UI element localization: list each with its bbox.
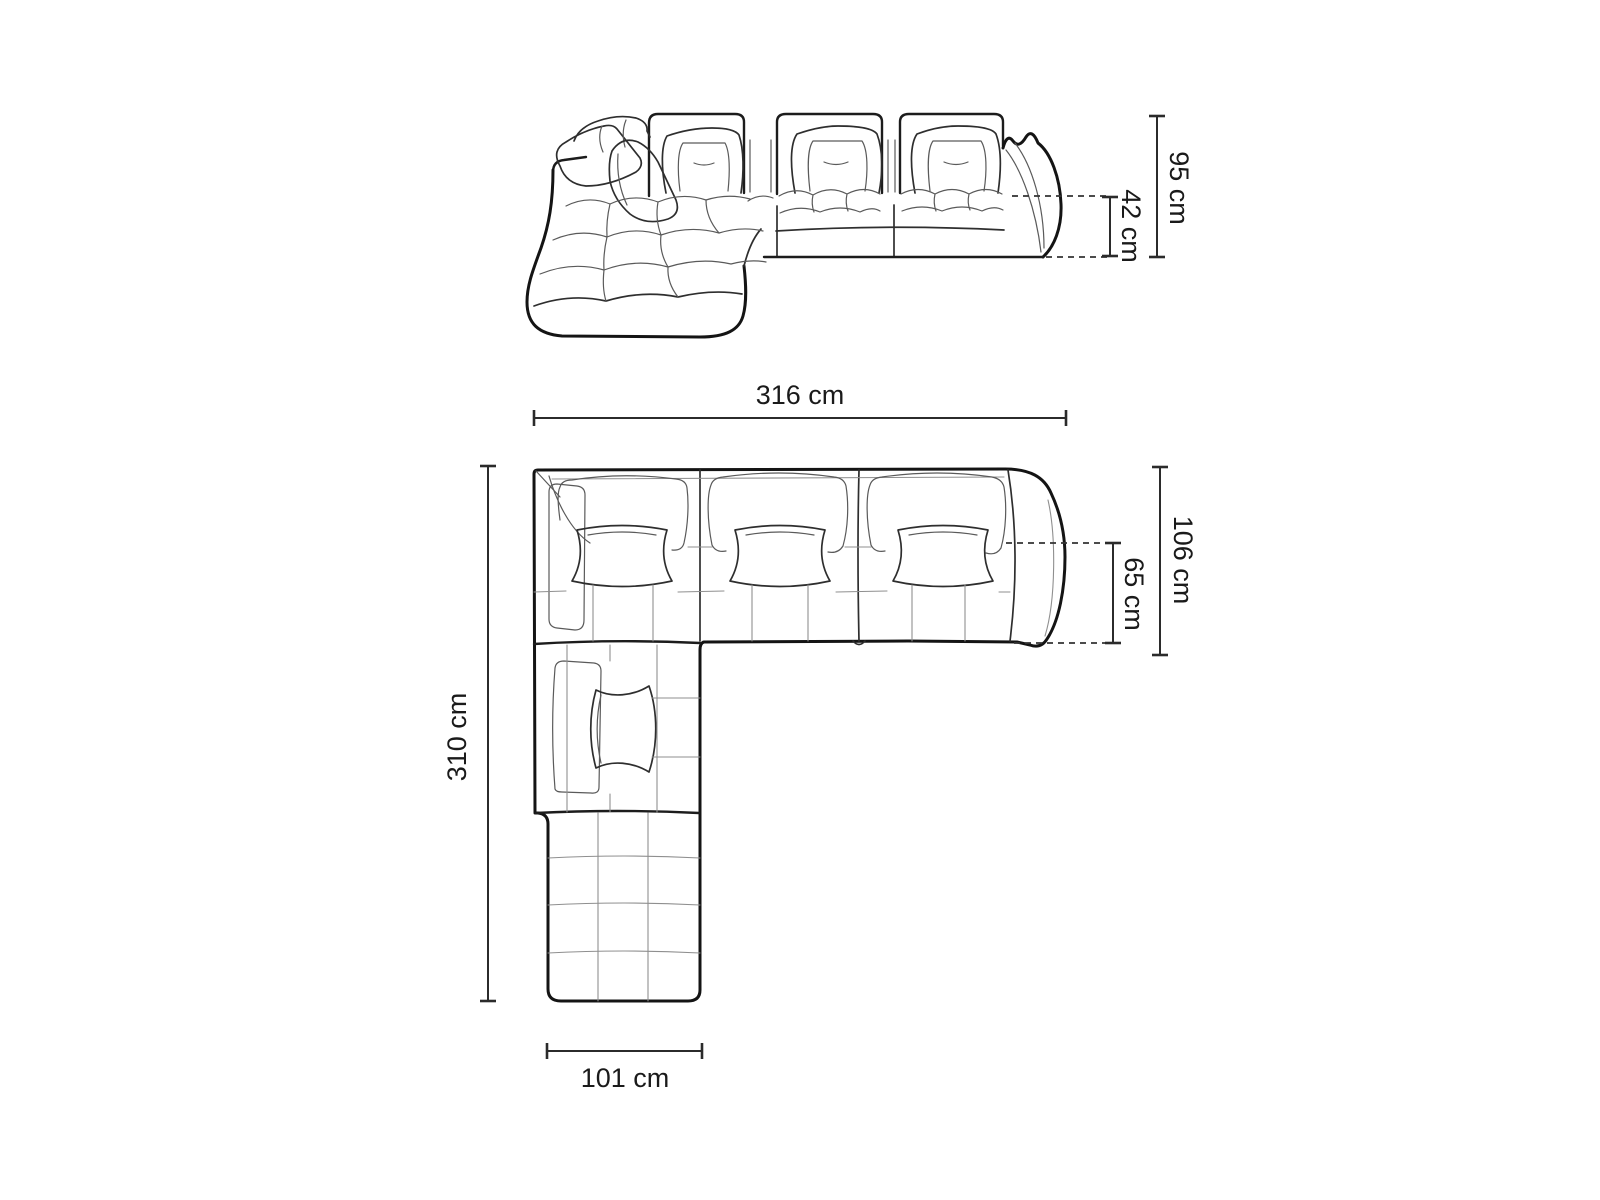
dim-label-42: 42 cm	[1116, 189, 1146, 263]
dim-label-106: 106 cm	[1168, 515, 1198, 605]
dim-front-total-height	[1149, 116, 1194, 257]
right-arm	[1003, 134, 1061, 257]
dim-plan-depth	[1152, 467, 1198, 655]
dim-plan-chaise-width	[547, 1043, 702, 1093]
corner-cushion-stack	[553, 117, 677, 222]
dim-label-316: 316 cm	[755, 380, 845, 410]
dim-plan-seat-depth	[1105, 543, 1149, 643]
plan-mid-module	[553, 645, 700, 812]
dim-label-310: 310 cm	[442, 692, 472, 782]
projection-lines-plan	[1006, 543, 1113, 643]
chaise-module	[527, 170, 766, 337]
front-elevation-view	[527, 114, 1110, 337]
dim-plan-width	[534, 380, 1066, 426]
dim-label-101: 101 cm	[580, 1063, 670, 1093]
dim-label-95: 95 cm	[1164, 151, 1194, 225]
plan-lumbar-pillows	[572, 526, 993, 587]
dimension-annotations	[442, 116, 1198, 1093]
plan-ottoman-grid	[548, 813, 700, 1001]
dim-label-65: 65 cm	[1119, 557, 1149, 631]
plan-back-cushions	[549, 473, 1006, 630]
plan-seat-grid	[534, 585, 1010, 641]
top-plan-view	[534, 469, 1113, 1001]
back-cushions	[662, 126, 1000, 193]
dim-plan-length	[442, 466, 496, 1001]
dim-front-seat-height	[1102, 189, 1146, 263]
seat-tufting	[748, 190, 1043, 258]
